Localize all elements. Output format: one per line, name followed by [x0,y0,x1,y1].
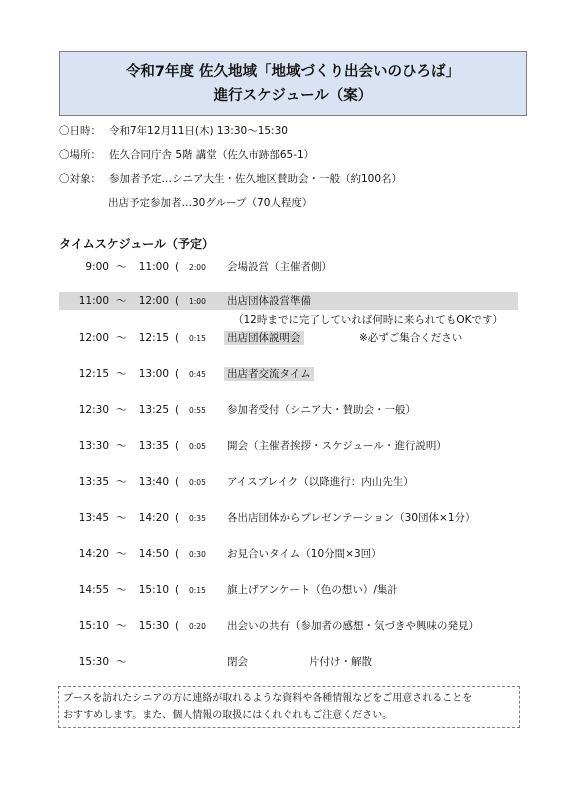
tilde: ～ [116,261,127,273]
end-time: 13:40 [138,476,169,488]
paren: ( [175,584,180,596]
duration [175,619,211,634]
duration [175,475,211,490]
start-time: 14:55 [78,584,109,596]
schedule-row [59,292,518,310]
info-date [59,124,288,138]
end-time: 15:30 [138,620,169,632]
duration-value: 0:05 [189,478,206,487]
schedule-row [59,473,518,491]
tilde: ～ [116,332,127,344]
duration-value: 0:15 [189,334,206,343]
activity: 出店者交流タイム [224,367,314,381]
footer-note-box [58,686,520,728]
paren: ( [175,404,180,416]
end-time: 13:00 [138,368,169,380]
activity: アイスブレイク（以降進行：内山先生） [227,476,414,488]
duration [175,403,211,418]
schedule-row [59,258,518,276]
paren: ( [175,548,180,560]
activity: 出店団体説明会 [224,331,304,345]
schedule-row [59,581,518,599]
start-time: 12:00 [78,332,109,344]
document-subtitle: 進行スケジュール（案） [213,88,373,104]
duration-value: 2:00 [189,263,206,272]
duration-value: 0:15 [189,586,206,595]
duration [175,439,211,454]
place-value: 佐久合同庁舎 5階 講堂（佐久市跡部65-1） [109,149,315,161]
date-value: 令和7年12月11日(木) 13:30～15:30 [109,125,288,137]
paren: ( [175,620,180,632]
activity-note: ※必ずご集合ください [359,332,463,344]
info-place [59,148,314,162]
schedule-row [59,653,518,671]
paren: ( [175,295,180,307]
tilde: ～ [116,440,127,452]
start-time: 11:00 [78,295,109,307]
tilde: ～ [116,512,127,524]
end-time: 13:25 [138,404,169,416]
date-label: 〇日時： [59,125,101,137]
activity-extra: 片付け・解散 [309,656,372,668]
activity: 参加者受付（シニア大・賛助会・一般） [227,404,416,416]
info-target [59,172,402,186]
footer-line-2: おすすめします。また、個人情報の取扱にはくれぐれもご注意ください。 [63,710,393,721]
schedule-title: タイムスケジュール（予定） [59,237,215,251]
duration-value: 0:05 [189,442,206,451]
duration [175,547,211,562]
paren: ( [175,440,180,452]
start-time: 13:30 [78,440,109,452]
start-time: 12:15 [78,368,109,380]
duration-value: 0:30 [189,550,206,559]
target-value-2: 出店予定参加者…30グループ（70人程度） [108,197,313,209]
start-time: 13:35 [78,476,109,488]
activity: 出店団体設営準備 [227,295,311,307]
tilde: ～ [116,295,127,307]
start-time: 12:30 [78,404,109,416]
start-time: 14:20 [78,548,109,560]
paren: ( [175,512,180,524]
duration [175,294,211,309]
end-time: 15:10 [138,584,169,596]
duration [175,331,211,346]
tilde: ～ [116,656,127,668]
activity: 各出店団体からプレゼンテーション（30団体×1分） [227,512,476,524]
tilde: ～ [116,404,127,416]
paren: ( [175,476,180,488]
end-time: 12:00 [138,295,169,307]
activity: お見合いタイム（10分間×3回） [227,548,382,560]
start-time: 9:00 [85,261,109,273]
paren: ( [175,261,180,273]
duration-value: 0:45 [189,370,206,379]
duration-value: 0:35 [189,514,206,523]
schedule-row [59,617,518,635]
duration-value: 0:55 [189,406,206,415]
end-time: 12:15 [138,332,169,344]
place-label: 〇場所： [59,149,101,161]
schedule-row [59,545,518,563]
setup-note: （12時までに完了していれば何時に来られてもOKです） [233,314,504,326]
schedule-row [59,401,518,419]
title-box [59,51,527,116]
duration-value: 1:00 [189,297,206,306]
paren: ( [175,332,180,344]
end-time: 14:50 [138,548,169,560]
end-time: 13:35 [138,440,169,452]
tilde: ～ [116,476,127,488]
schedule-row [59,329,518,347]
target-label: 〇対象： [59,173,101,185]
tilde: ～ [116,368,127,380]
activity: 会場設営（主催者側） [227,261,332,273]
activity: 閉会 [227,656,248,668]
end-time: 11:00 [138,261,169,273]
schedule-row [59,365,518,383]
duration [175,260,211,275]
activity: 出会いの共有（参加者の感想・気づきや興味の発見） [227,620,479,632]
paren: ( [175,368,180,380]
activity: 旗上げアンケート（色の想い）/集計 [227,584,398,596]
tilde: ～ [116,620,127,632]
tilde: ～ [116,584,127,596]
start-time: 13:45 [78,512,109,524]
duration [175,511,211,526]
activity: 開会（主催者挨拶・スケジュール・進行説明） [227,440,447,452]
tilde: ～ [116,548,127,560]
document-title: 令和7年度 佐久地域「地域づくり出会いのひろば」 [125,64,461,80]
end-time: 14:20 [138,512,169,524]
duration [175,367,211,382]
schedule-row [59,437,518,455]
start-time: 15:10 [78,620,109,632]
duration-value: 0:20 [189,622,206,631]
schedule-row [59,509,518,527]
target-value: 参加者予定…シニア大生・佐久地区賛助会・一般（約100名） [109,173,403,185]
start-time: 15:30 [78,656,109,668]
footer-line-1: ブースを訪れたシニアの方に連絡が取れるような資料や各種情報などをご用意されることを [63,693,473,704]
duration [175,583,211,598]
